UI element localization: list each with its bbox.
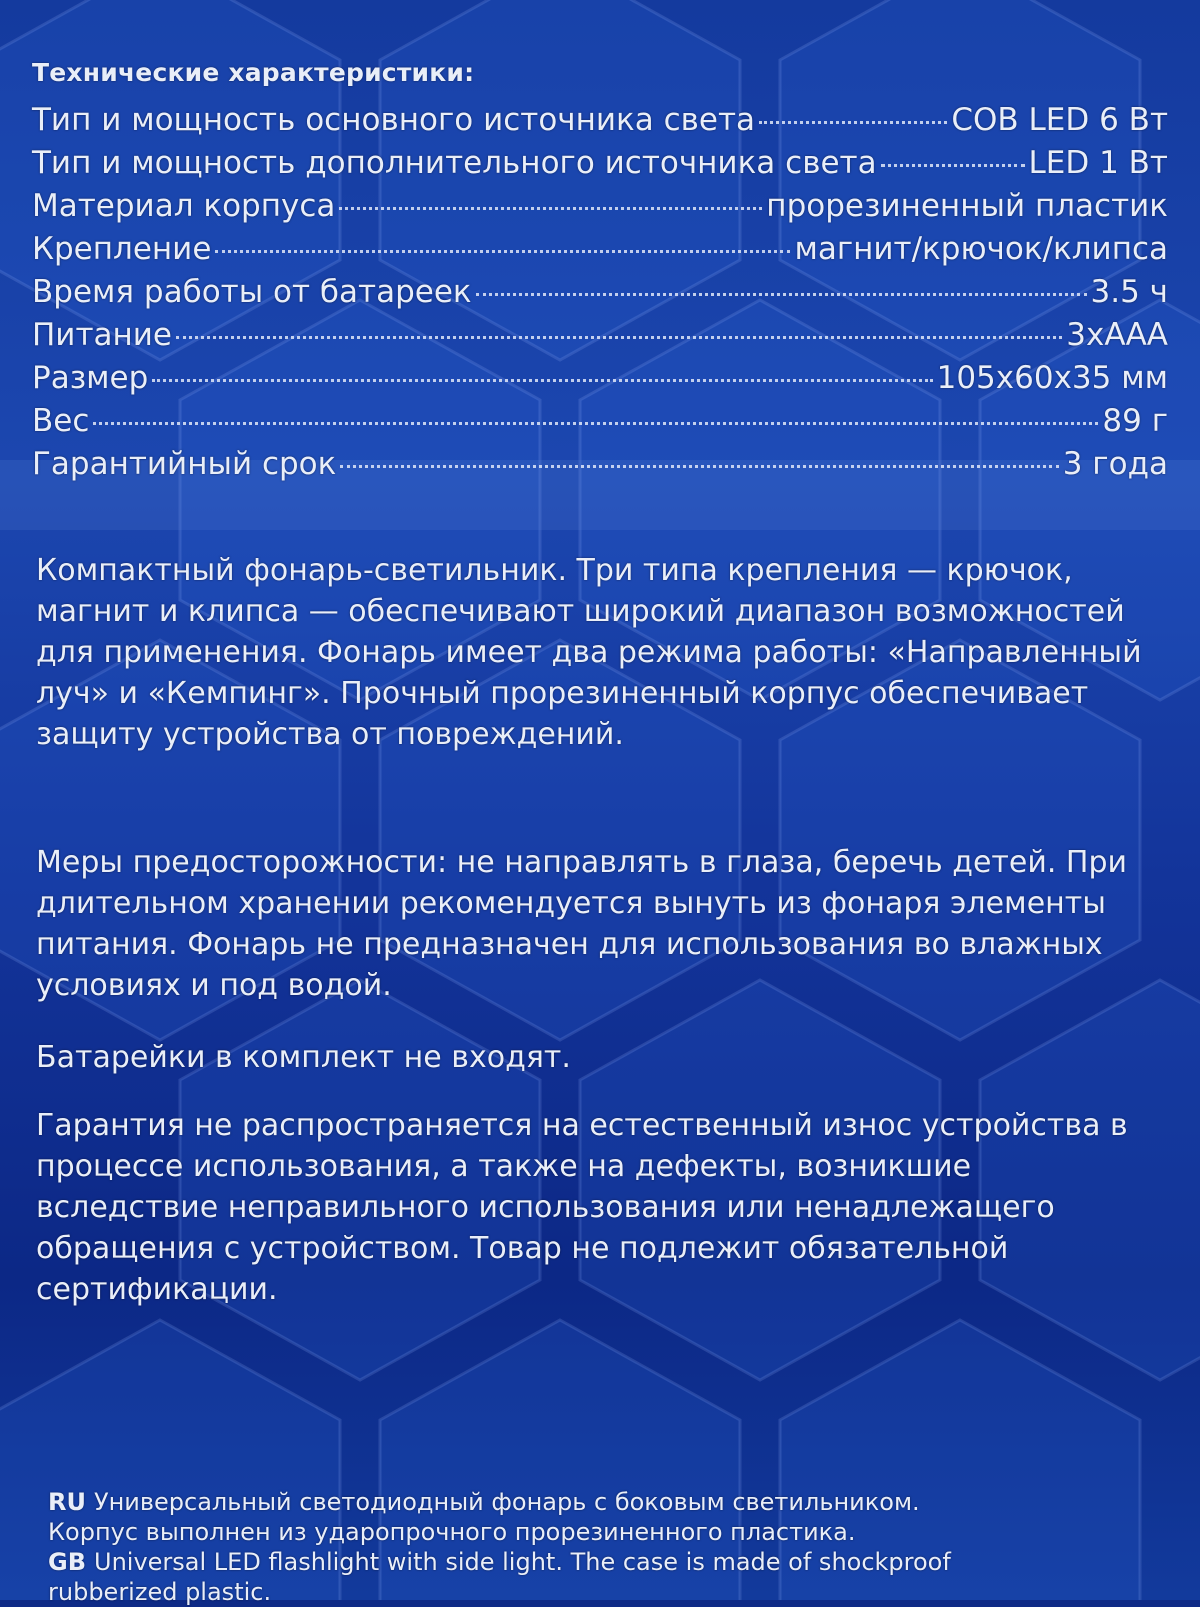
spec-value: 89 г: [1102, 403, 1168, 439]
spec-row: [32, 446, 1168, 489]
dot-leader: [340, 465, 1058, 468]
spec-value: LED 1 Вт: [1028, 145, 1168, 181]
dot-leader: [339, 207, 762, 210]
gb-line-1: [48, 1547, 1158, 1577]
spec-list: [32, 102, 1168, 489]
short-info: [48, 1487, 1158, 1607]
spec-label: Питание: [32, 317, 172, 353]
spec-row: [32, 360, 1168, 403]
spec-row: [32, 145, 1168, 188]
gb-text-1: Universal LED flashlight with side light. The case is made of shockproof: [94, 1548, 951, 1576]
spec-value: прорезиненный пластик: [766, 188, 1168, 224]
spec-row: [32, 274, 1168, 317]
spec-label: Размер: [32, 360, 149, 396]
spec-label: Тип и мощность основного источника света: [32, 102, 756, 138]
spec-label: Материал корпуса: [32, 188, 336, 224]
gb-text-2: rubberized plastic.: [48, 1578, 272, 1606]
precautions-paragraph: Меры предосторожности: не направлять в глаза, беречь детей. При длительном хранении рекомендуется вынуть из фонаря элементы питания. Фонарь не предназначен для использования во влажных условиях и под водой.: [36, 845, 1128, 1003]
spec-value: магнит/крючок/клипса: [794, 231, 1168, 267]
dot-leader: [152, 379, 932, 382]
ru-text-2: Корпус выполнен из ударопрочного прорезиненного пластика.: [48, 1518, 856, 1546]
spec-label: Гарантийный срок: [32, 446, 337, 482]
spec-row: [32, 231, 1168, 274]
warranty-paragraph: Гарантия не распространяется на естественный износ устройства в процессе использования, а также на дефекты, возникшие вследствие неправильного использования или ненадлежащего обращения с устройством. Товар не подлежит обязательной сертификации.: [36, 1108, 1128, 1307]
spec-value: 105х60х35 мм: [936, 360, 1168, 396]
dot-leader: [759, 121, 947, 124]
dot-leader: [476, 293, 1087, 296]
specs-title: Технические характеристики:: [32, 58, 475, 87]
spec-row: [32, 403, 1168, 446]
spec-label: Вес: [32, 403, 90, 439]
spec-value: 3хААА: [1066, 317, 1168, 353]
spec-label: Время работы от батареек: [32, 274, 472, 310]
spec-value: 3 года: [1062, 446, 1168, 482]
dot-leader: [176, 336, 1062, 339]
dot-leader: [215, 250, 790, 253]
spec-row: [32, 188, 1168, 231]
spec-value: COB LED 6 Вт: [951, 102, 1168, 138]
spec-value: 3.5 ч: [1090, 274, 1168, 310]
gb-code: GB: [48, 1548, 86, 1576]
gb-line-2: [48, 1577, 1158, 1607]
ru-line-2: [48, 1517, 1158, 1547]
ru-code: RU: [48, 1488, 86, 1516]
ru-text-1: Универсальный светодиодный фонарь с боковым светильником.: [93, 1488, 920, 1516]
dot-leader: [93, 422, 1098, 425]
spec-label: Крепление: [32, 231, 212, 267]
spec-row: [32, 102, 1168, 145]
spec-row: [32, 317, 1168, 360]
batteries-note: Батарейки в комплект не входят.: [36, 1040, 571, 1075]
ru-line-1: [48, 1487, 1158, 1517]
dot-leader: [881, 164, 1025, 167]
spec-label: Тип и мощность дополнительного источника света: [32, 145, 877, 181]
description-paragraph: Компактный фонарь-светильник. Три типа крепления — крючок, магнит и клипса — обеспечивают широкий диапазон возможностей для применения. Фонарь имеет два режима работы: «Направленный луч» и «Кемпинг». Прочный прорезиненный корпус обеспечивает защиту устройства от повреждений.: [36, 553, 1142, 752]
